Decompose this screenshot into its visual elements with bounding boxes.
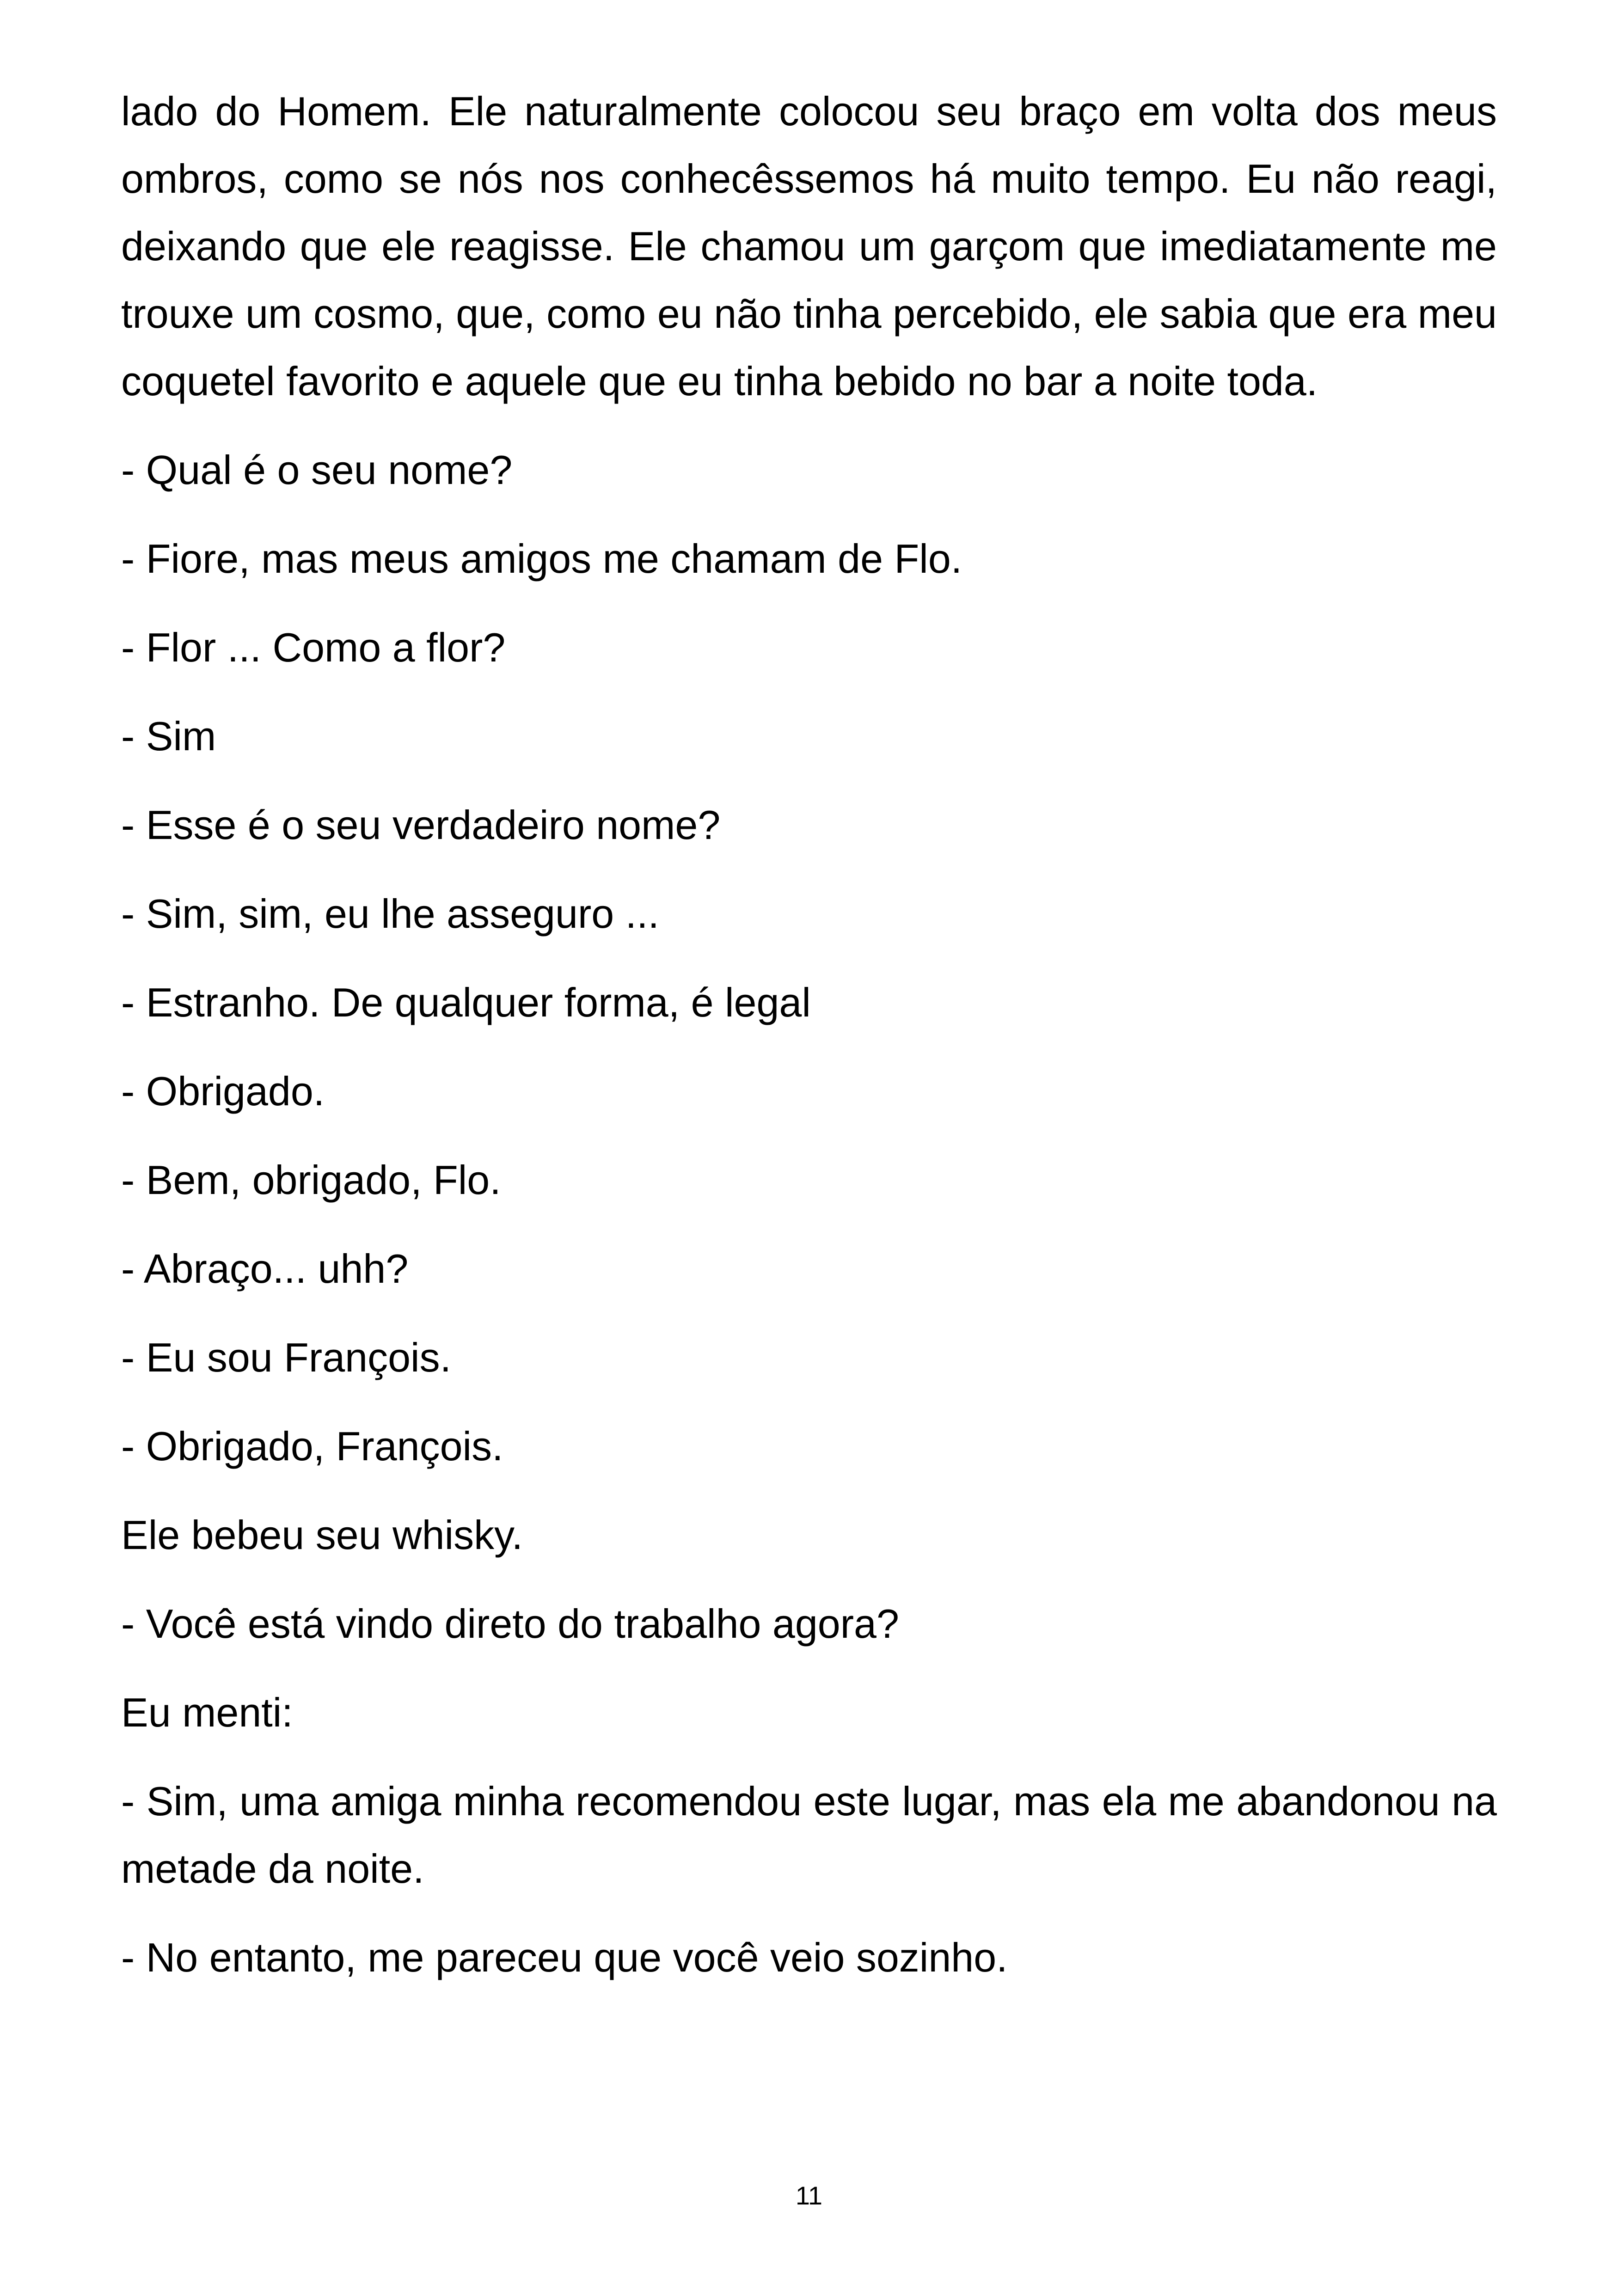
dialogue-line: - Obrigado, François. bbox=[121, 1423, 503, 1469]
dialogue-line: - Esse é o seu verdadeiro nome? bbox=[121, 802, 721, 848]
dialogue-line: - Obrigado. bbox=[121, 1068, 325, 1114]
dialogue-line: - Estranho. De qualquer forma, é legal bbox=[121, 980, 811, 1025]
dialogue-line: - Flor ... Como a flor? bbox=[121, 625, 506, 670]
dialogue-line: - Sim bbox=[121, 713, 216, 759]
dialogue-line: - Fiore, mas meus amigos me chamam de Flo. bbox=[121, 536, 962, 582]
dialogue-line: - Eu sou François. bbox=[121, 1335, 452, 1380]
dialogue-line: - Qual é o seu nome? bbox=[121, 447, 513, 493]
page-body bbox=[121, 78, 1497, 2013]
closing-line: - No entanto, me pareceu que você veio sozinho. bbox=[121, 1935, 1008, 1980]
narration-line: Eu menti: bbox=[121, 1690, 293, 1735]
narration-line: Ele bebeu seu whisky. bbox=[121, 1512, 523, 1558]
dialogue-line: - Você está vindo direto do trabalho agora? bbox=[121, 1601, 899, 1647]
opening-paragraph: lado do Homem. Ele naturalmente colocou seu braço em volta dos meus ombros, como se nós nos conhecêssemos há muito tempo. Eu não reagi, deixando que ele reagisse. Ele chamou um garçom que imediatamente me trouxe um cosmo, que, como eu não tinha percebido, ele sabia que era meu coquetel favorito e aquele que eu tinha bebido no bar a noite toda. bbox=[121, 88, 1497, 404]
dialogue-line: - Sim, sim, eu lhe asseguro ... bbox=[121, 891, 659, 937]
dialogue-line: - Abraço... uhh? bbox=[121, 1246, 409, 1292]
page-number: 11 bbox=[795, 2181, 823, 2210]
long-reply-paragraph: - Sim, uma amiga minha recomendou este lugar, mas ela me abandonou na metade da noite. bbox=[121, 1778, 1497, 1892]
dialogue-line: - Bem, obrigado, Flo. bbox=[121, 1157, 501, 1203]
